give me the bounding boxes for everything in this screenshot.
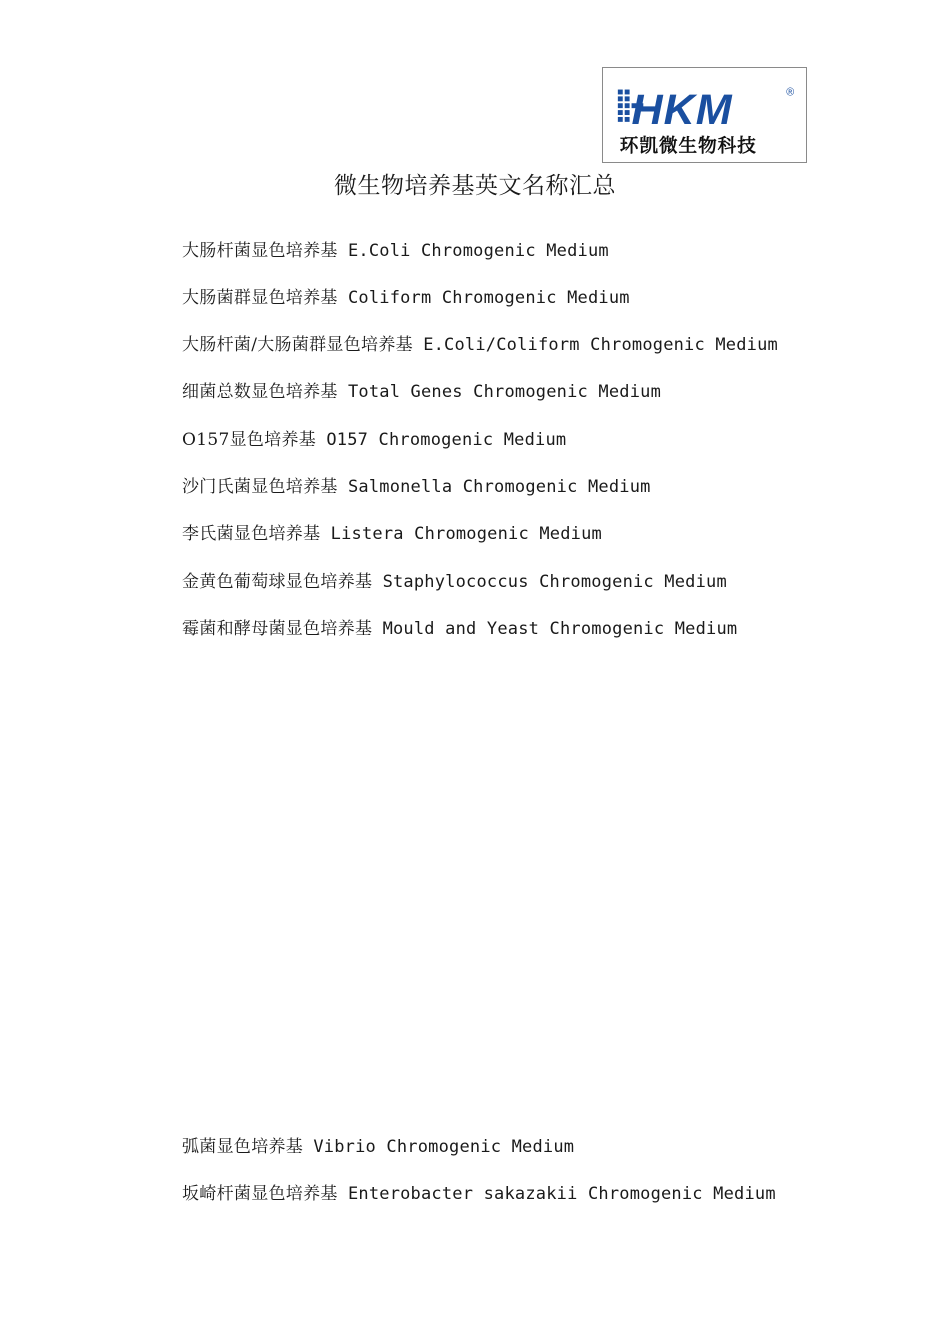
entry-english-name: Salmonella Chromogenic Medium	[347, 477, 651, 497]
entry-chinese-name: 大肠杆菌/大肠菌群显色培养基	[182, 335, 413, 355]
entry-chinese-name: 大肠杆菌显色培养基	[182, 241, 338, 261]
entry-english-name: O157 Chromogenic Medium	[326, 430, 567, 450]
entry-listeria	[182, 522, 602, 546]
company-logo	[602, 67, 807, 163]
entry-english-name: Staphylococcus Chromogenic Medium	[382, 572, 727, 592]
entry-english-name: Enterobacter sakazakii Chromogenic Medium	[347, 1184, 776, 1204]
entry-staphylococcus	[182, 570, 727, 594]
hkm-logo-image	[603, 68, 806, 162]
entry-salmonella	[182, 475, 651, 499]
entry-chinese-name: 金黄色葡萄球显色培养基	[182, 572, 373, 592]
logo-brand-letters: HKM	[631, 85, 733, 134]
entry-ecoli-coliform	[182, 333, 778, 357]
entry-english-name: Total Genes Chromogenic Medium	[347, 382, 661, 402]
entry-english-name: E.Coli/Coliform Chromogenic Medium	[423, 335, 778, 355]
logo-registered-mark: ®	[786, 86, 795, 99]
entry-enterobacter-sakazakii	[182, 1182, 776, 1206]
entry-english-name: Mould and Yeast Chromogenic Medium	[382, 619, 738, 639]
entry-chinese-name: 大肠菌群显色培养基	[182, 288, 338, 308]
entry-chinese-name: 沙门氏菌显色培养基	[182, 477, 338, 497]
entry-chinese-name: 霉菌和酵母菌显色培养基	[182, 619, 373, 639]
entry-mould-yeast	[182, 617, 737, 641]
entry-chinese-name: 李氏菌显色培养基	[182, 524, 321, 544]
entry-chinese-name: 细菌总数显色培养基	[182, 382, 338, 402]
entry-english-name: Vibrio Chromogenic Medium	[313, 1137, 575, 1157]
entry-chinese-name: 坂崎杆菌显色培养基	[182, 1184, 338, 1204]
entry-coliform	[182, 286, 630, 310]
logo-company-name: 环凯微生物科技	[619, 136, 757, 158]
entry-english-name: Coliform Chromogenic Medium	[347, 288, 630, 308]
entry-english-name: E.Coli Chromogenic Medium	[347, 241, 609, 261]
entry-english-name: Listera Chromogenic Medium	[330, 524, 602, 544]
entry-chinese-name: 弧菌显色培养基	[182, 1137, 304, 1157]
document-title: 微生物培养基英文名称汇总	[334, 173, 616, 199]
entry-vibrio	[182, 1135, 574, 1159]
entry-chinese-name: O157显色培养基	[182, 430, 317, 450]
entry-o157	[182, 428, 566, 452]
entry-total-count	[182, 380, 661, 404]
entry-ecoli	[182, 239, 609, 263]
